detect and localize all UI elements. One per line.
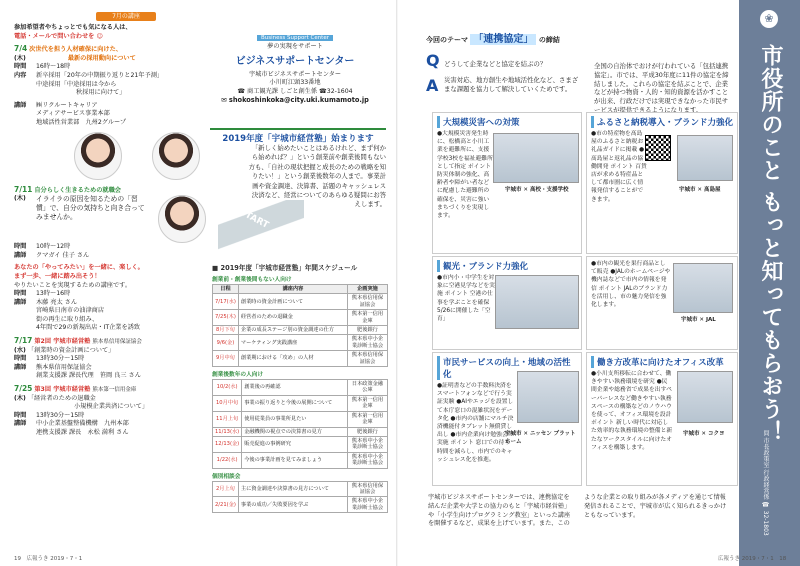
schedule-title: ■ 2019年度「宇城市経営塾」年間スケジュール	[212, 264, 358, 272]
center-title: ビジネスサポートセンター	[235, 55, 355, 67]
card-disaster: 大規模災害への対策 ●大規模災害発生時に、松橋高と小川工業を避難所に、支援学校3校を福祉避難所として指定 ポイント 防災体制の強化、高齢者や障がい者などに配慮した避難所の確保を、災害に強いまちづくりを実現します。 宇城市 ✕ 高校・支援学校	[432, 112, 582, 254]
table-row: 9月中旬 創業期における「攻め」の人材 熊本県信用保証協会	[213, 351, 388, 367]
schedule-table-2	[212, 379, 388, 468]
event-0711: 7/11 自分らしく生きるための就職会 (木) イライラの原因を知るための「習慣」で、自分の気持ちと向き合ってみませんか。 時間 10時～12時 講師 クマガイ 佳子 さん	[14, 186, 206, 261]
business-support-center: Business Support Center 夢の実現をサポート ビジネスサポートセンター 宇城市ビジネスサポートセンター 小川町江頭33番地 ☎ 商工観光課 しごと創生係 ☎32-1604 ✉ shokoshinkoka@city.uki.kumamoto.jp	[210, 24, 380, 124]
email-link[interactable]: ✉ shokoshinkoka@city.uki.kumamoto.jp	[221, 96, 369, 105]
card-office: 働き方改革に向けたオフィス改革 ●小川支所移転に合わせて、働きやすい執務環境を研究 ●民間企業や総務省で成果を出すペーパーレスなど働きやすい執務スペースの構築などのノウハウを使って、オフィス環境を設計 ポイント 新しい時代に対応した効率的な執務環境の整備と新たなワークスタイルに向けたオフィスを構築します。 宇城市 ✕ コクヨ	[586, 352, 738, 486]
schedule-table-1: 日程 講座内容 企画実施 7/17(水) 創業時の資金計画について 熊本県信用保証協会 7/25(木) 経営者のための退職金 熊本第一信用金庫 8月下旬 企業の成長ステージ別の資金調達の仕方 肥後銀行 9/6(金) マーケティング実践講座 熊本県中小企業診断士協会 9月中旬 創業期における「攻め」の人材 熊本県信用保証協会	[212, 284, 388, 367]
question: Q どうして企業などと協定を結ぶの？	[426, 51, 547, 70]
banner-title: 市役所のこと もっと知ってもらおう！	[758, 44, 783, 444]
schedule-section: 個別相談会	[212, 473, 241, 480]
city-logo-icon: ❀	[760, 10, 778, 28]
table-row: 7/25(木) 経営者のための退職金 熊本第一信用金庫	[213, 310, 388, 326]
page-number-left: 19 広報うき 2019・7・1	[14, 556, 83, 562]
table-row: 10月中旬 事業の振り返りと今後の展開について 熊本第一信用金庫	[213, 395, 388, 411]
table-row: 9/6(金) マーケティング実践講座 熊本県中小企業診断士協会	[213, 335, 388, 351]
left-page	[0, 0, 398, 566]
jal-photo	[673, 263, 733, 313]
airport-photo	[495, 275, 579, 329]
card-service: 市民サービスの向上・地域の活性化 ●証明書などの手数料決済をスマートフォンなどで行う実証実験 ●AIやエッジを設置して本庁窓口の混雑状況をデータ化 ●市内の店舗にマルチ決済機能付タブレット無償貸し出し ●市内企業向け勉強会の実施 ポイント 窓口での待ち時間を減らし、市内でのキャッシュレス化を推進。 宇城市 ✕ ニッセン プラットホーム	[432, 352, 582, 486]
theme-heading: 今回のテーマ 「連携協定」 の締結	[426, 34, 560, 45]
schedule-section: 創業前・創業後間もない人向け	[212, 277, 292, 283]
table-row: 11/13(水) 金融機関の視点での決算書の見方 肥後銀行	[213, 427, 388, 436]
card-jal: ●市内の観光を果行商品として販売 ●JALのホームページや機内誌などで市内の情報を発信 ポイント JALのブランド力を活用し、市の魅力発信を強化します。 宇城市 ✕ JAL	[586, 256, 738, 350]
service-photo	[517, 371, 579, 423]
page-number-right: 広報うき 2019・7・1 18	[718, 556, 787, 562]
card-furusato: ふるさと納税導入・ブランド力強化 ●市の特産物を髙島屋のふるさと納税お礼品ガイドに掲載 ●髙島屋と返礼品の協働開発 ポイント 百貨店が求める特産品として都市圏に広く情報発信することができます。 宇城市 ✕ 髙島屋	[586, 112, 738, 254]
annual-schedule	[212, 262, 388, 513]
table-row: 8月下旬 企業の成長ステージ別の資金調達の仕方 肥後銀行	[213, 326, 388, 335]
table-row: 11月上旬 使用従業員の事業所見たい 熊本第一信用金庫	[213, 411, 388, 427]
mail-icon: ✉	[221, 96, 227, 105]
table-row: 7/17(水) 創業時の資金計画について 熊本県信用保証協会	[213, 294, 388, 310]
keieijuku-intro	[210, 128, 386, 250]
speaker-photo	[158, 195, 206, 243]
table-row: 2月上旬 主に資金調達や決算書の見方について 熊本県信用保証協会	[213, 481, 388, 497]
speaker-photo	[74, 132, 122, 180]
kokuyo-photo	[677, 371, 733, 423]
table-row: 1/22(水) 今後の事業計画を見てみましょう 熊本県中小企業診断士協会	[213, 452, 388, 468]
answer: A 災害対応、地方創生や地域活性化など、さまざまな課題を協力して解決していくためです。	[426, 76, 579, 95]
qr-code[interactable]	[645, 135, 671, 161]
table-row: 12/13(金) 販売促進の事例研究 熊本県中小企業診断士協会	[213, 436, 388, 452]
event-list	[14, 26, 206, 441]
intro-title: 2019年度「宇城市経営塾」始まります	[222, 134, 374, 144]
closing-text: 宇城市ビジネスサポートセンターでは、連携協定を結んだ企業や大学との協力のもと「宇城市経営塾」や「小学生向けプログラミング教室」といった講座を開催するなど、成果を上げています。また、このような企業との取り組みが各メディアを通じて情報発信されることで、宇城市が広く知られるきっかけともなっています。	[428, 494, 727, 528]
schedule-table-3	[212, 481, 388, 514]
event-0725: 7/25 第3回 宇城市経営塾 熊本第一信用金庫 (木) 「経営者のための退職金 小規模企業共済について」 時間 13時30分～15時 講師 中小企業基盤整備機構 九州本部 連携支援課 課長 永松 満利 さん	[14, 384, 149, 436]
month-tag: 7月の講座	[96, 12, 156, 21]
event-0717: 7/17 第2回 宇城市経営塾 熊本県信用保証協会 (水) 「創業時の資金計画について」 時間 13時30分～15時 講師 熊本県信用保証協会 創業支援課 課長代理 笹岡 良三 さん	[14, 336, 142, 380]
phone-icon: ☎	[237, 87, 246, 95]
intro-text: 全国の自治体でおけが行われている「包括連携協定」。市では、平成30年度に11件の協定を締結しました。これらの協定を結ぶことで、企業などが持つ物資・人的・知的資源を活かすことが出来、行政だけでは実現できなかった市民サービスが提供できるようになります。	[594, 62, 729, 114]
vertical-banner	[739, 0, 800, 566]
event-0704: 7/4 次世代を担う人材確保に向けた、 (木) 最新の採用動向について 時間 16時～18時 内容 新卒採用「20年の中期振り返りと21年予測」 中途採用「中途採用は今から 秋採用に向けて」 講師 ㈱リクルートキャリア メディアサービス事業本部 地域活性営業部 九州2グループ	[14, 45, 206, 179]
contact-info: 問 市長政策室 行政経営係 ☎ 32-1803	[762, 430, 769, 536]
table-row: 2/21(金) 事業の成功／失敗要因を学ぶ 熊本県中小企業診断士協会	[213, 497, 388, 513]
schedule-section: 創業後数年の人向け	[212, 372, 264, 379]
event-yattemitai: あなたの「やってみたい」を一緒に、楽しく。 まず一歩、一緒に踏み出そう！ やりたいことを実現するための講座です。 時間 13時～16時 講師 木藤 亮太 さん 宮崎県日南市の油津商店 街の再生に取り組み、 4年間で29の新規出店・IT企業を誘致	[14, 264, 144, 332]
right-page	[398, 0, 800, 566]
intro-note: 参加希望者やちょっとでも気になる人は、 電話・メールで問い合わせを ☺	[14, 24, 132, 40]
speaker-photo	[152, 132, 200, 180]
start-road-illustration: START	[218, 200, 304, 250]
card-tourism: 観光・ブランド力強化 ●市内小・中学生を対象に空港見学などを実施 ポイント 空港の仕事を学ぶことを確保 5/26に開催した「空育」	[432, 256, 582, 350]
table-row: 10/2(水) 創業後の再確認 日本政策金融公庫	[213, 380, 388, 396]
qa-section	[426, 30, 596, 95]
intro-body: 「新しく始めたいことはあるけれど、まず何から始めれば？」という創業前や創業後間もない方も、「自社の現状把握と成長のための戦略を知りたい！」という創業後数年の人まで。事業計画や資金調達、決算書、話題のキャッシュレス決済など、経営についてのあらゆる疑問にお答えします。	[248, 144, 386, 209]
disaster-photo	[493, 133, 579, 183]
takashimaya-photo	[677, 135, 733, 181]
